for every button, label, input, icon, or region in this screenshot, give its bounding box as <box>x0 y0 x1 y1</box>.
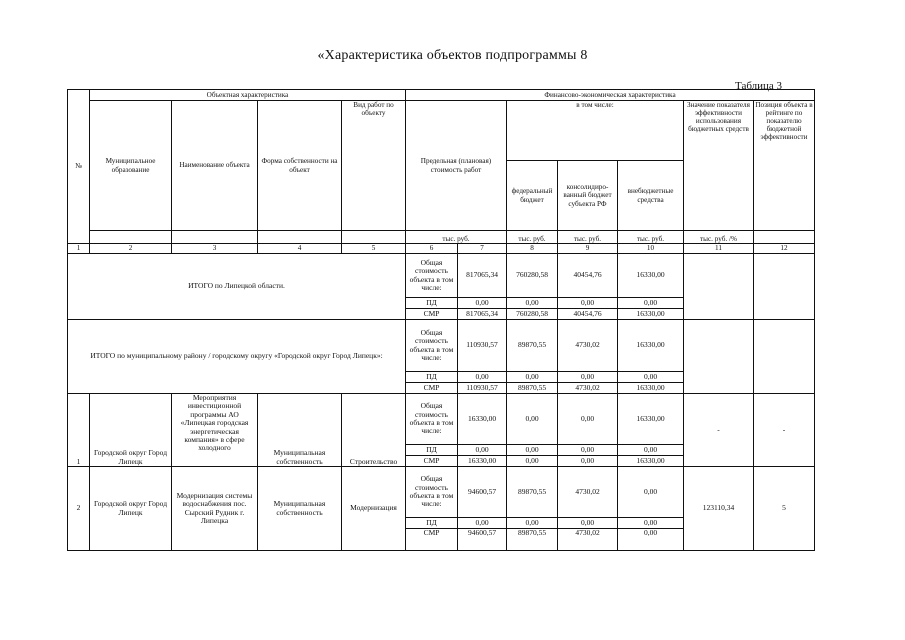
row-label-pd: ПД <box>406 372 458 383</box>
objects-table <box>67 89 815 551</box>
cell-consolidated: 40454,76 <box>558 309 618 320</box>
cell-rating <box>754 320 815 394</box>
cell-offbudget: 0,00 <box>618 529 684 551</box>
table-row <box>68 320 815 372</box>
cell-cost: 94600,57 <box>458 467 507 518</box>
unit-cost: тыс. руб. <box>406 231 507 244</box>
cell-federal: 0,00 <box>507 298 558 309</box>
cell-cost: 817065,34 <box>458 309 507 320</box>
col-number: 5 <box>342 244 406 254</box>
header-cost: Предельная (плановая) стоимость работ <box>406 101 507 231</box>
cell-efficiency: - <box>684 394 754 467</box>
col-number: 11 <box>684 244 754 254</box>
cell-cost: 110930,57 <box>458 383 507 394</box>
row-label-total: Общая стоимость объекта в том числе: <box>406 394 458 445</box>
col-number: 4 <box>258 244 342 254</box>
row-label-pd: ПД <box>406 518 458 529</box>
object-number: 1 <box>68 394 90 467</box>
cell-offbudget: 16330,00 <box>618 394 684 445</box>
cell-consolidated: 4730,02 <box>558 529 618 551</box>
cell-offbudget: 16330,00 <box>618 309 684 320</box>
row-label-total: Общая стоимость объекта в том числе: <box>406 467 458 518</box>
col-number: 12 <box>754 244 815 254</box>
row-label-pd: ПД <box>406 298 458 309</box>
cell-offbudget: 16330,00 <box>618 254 684 298</box>
cell-offbudget: 0,00 <box>618 445 684 456</box>
table-row <box>68 254 815 298</box>
cell-rating: - <box>754 394 815 467</box>
cell-cost: 0,00 <box>458 445 507 456</box>
cell-efficiency <box>684 254 754 320</box>
table-row <box>68 467 815 518</box>
row-label-smr: СМР <box>406 529 458 551</box>
cell-rating: 5 <box>754 467 815 551</box>
group-label: ИТОГО по муниципальному району / городскому округу «Городской округ Город Липецк»: <box>68 320 406 394</box>
cell-offbudget: 0,00 <box>618 372 684 383</box>
cell-federal: 89870,55 <box>507 320 558 372</box>
object-ownership: Муниципальная собственность <box>258 467 342 551</box>
cell-offbudget: 16330,00 <box>618 456 684 467</box>
cell-offbudget: 0,00 <box>618 518 684 529</box>
row-label-total: Общая стоимость объекта в том числе: <box>406 254 458 298</box>
col-number: 6 <box>406 244 458 254</box>
cell-efficiency <box>684 320 754 394</box>
header-municipality: Муниципальное образование <box>90 101 172 231</box>
cell-federal: 0,00 <box>507 394 558 445</box>
row-label-pd: ПД <box>406 445 458 456</box>
header-object-name: Наименование объекта <box>172 101 258 231</box>
cell-consolidated: 0,00 <box>558 394 618 445</box>
object-name: Мероприятия инвестиционной программы АО «Липецкая городская энергетическая компания» в сфере холодного <box>172 394 258 467</box>
object-work-type: Модернизация <box>342 467 406 551</box>
cell-cost: 0,00 <box>458 518 507 529</box>
col-number: 3 <box>172 244 258 254</box>
unit-federal: тыс. руб. <box>507 231 558 244</box>
column-numbers-row <box>68 244 815 254</box>
row-label-smr: СМР <box>406 383 458 394</box>
cell-offbudget: 0,00 <box>618 298 684 309</box>
group-label: ИТОГО по Липецкой области. <box>68 254 406 320</box>
table-number: Таблица 3 <box>735 80 783 92</box>
col-number: 10 <box>618 244 684 254</box>
row-label-smr: СМР <box>406 309 458 320</box>
cell-consolidated: 40454,76 <box>558 254 618 298</box>
cell-federal: 0,00 <box>507 456 558 467</box>
row-label-smr: СМР <box>406 456 458 467</box>
object-number: 2 <box>68 467 90 551</box>
cell-cost: 0,00 <box>458 298 507 309</box>
object-ownership: Муниципальная собственность <box>258 394 342 467</box>
cell-cost: 110930,57 <box>458 320 507 372</box>
cell-federal: 89870,55 <box>507 467 558 518</box>
table-row <box>68 394 815 445</box>
cell-cost: 16330,00 <box>458 394 507 445</box>
cell-consolidated: 4730,02 <box>558 320 618 372</box>
cell-consolidated: 0,00 <box>558 372 618 383</box>
header-fin-char: Финансово-экономическая характеристика <box>406 90 815 101</box>
col-number: 8 <box>507 244 558 254</box>
cell-federal: 89870,55 <box>507 529 558 551</box>
unit-offbudget: тыс. руб. <box>618 231 684 244</box>
cell-cost: 817065,34 <box>458 254 507 298</box>
object-municipality: Городской округ Город Липецк <box>90 394 172 467</box>
cell-federal: 0,00 <box>507 445 558 456</box>
col-number: 2 <box>90 244 172 254</box>
cell-federal: 89870,55 <box>507 383 558 394</box>
cell-federal: 760280,58 <box>507 254 558 298</box>
cell-consolidated: 0,00 <box>558 445 618 456</box>
header-including: в том числе: <box>507 101 684 161</box>
unit-efficiency: тыс. руб. /% <box>684 231 754 244</box>
unit-consolidated: тыс. руб. <box>558 231 618 244</box>
cell-federal: 0,00 <box>507 518 558 529</box>
cell-consolidated: 0,00 <box>558 518 618 529</box>
page-title: «Характеристика объектов подпрограммы 8 <box>317 48 588 63</box>
cell-rating <box>754 254 815 320</box>
header-offbudget: внебюджетные средства <box>618 161 684 231</box>
header-num: № <box>68 90 90 244</box>
header-federal: федеральный бюджет <box>507 161 558 231</box>
object-work-type: Строительство <box>342 394 406 467</box>
cell-consolidated: 4730,02 <box>558 383 618 394</box>
cell-efficiency: 123110,34 <box>684 467 754 551</box>
header-ownership: Форма собственности на объект <box>258 101 342 231</box>
header-consolidated: консолидиро-ванный бюджет субъекта РФ <box>558 161 618 231</box>
header-efficiency: Значение показателя эффективности использования бюджетных средств <box>684 101 754 231</box>
cell-offbudget: 0,00 <box>618 467 684 518</box>
object-name: Модернизация системы водоснабжения пос. Сырский Рудник г. Липецка <box>172 467 258 551</box>
row-label-total: Общая стоимость объекта в том числе: <box>406 320 458 372</box>
col-number: 1 <box>68 244 90 254</box>
object-municipality: Городской округ Город Липецк <box>90 467 172 551</box>
header-work-type: Вид работ по объекту <box>342 101 406 231</box>
cell-federal: 760280,58 <box>507 309 558 320</box>
cell-cost: 94600,57 <box>458 529 507 551</box>
cell-consolidated: 0,00 <box>558 298 618 309</box>
header-object-char: Объектная характеристика <box>90 90 406 101</box>
header-rating: Позиция объекта в рейтинге по показателю бюджетной эффективности <box>754 101 815 231</box>
col-number: 7 <box>458 244 507 254</box>
cell-cost: 0,00 <box>458 372 507 383</box>
col-number: 9 <box>558 244 618 254</box>
cell-offbudget: 16330,00 <box>618 320 684 372</box>
cell-offbudget: 16330,00 <box>618 383 684 394</box>
cell-consolidated: 4730,02 <box>558 467 618 518</box>
cell-cost: 16330,00 <box>458 456 507 467</box>
cell-federal: 0,00 <box>507 372 558 383</box>
cell-consolidated: 0,00 <box>558 456 618 467</box>
